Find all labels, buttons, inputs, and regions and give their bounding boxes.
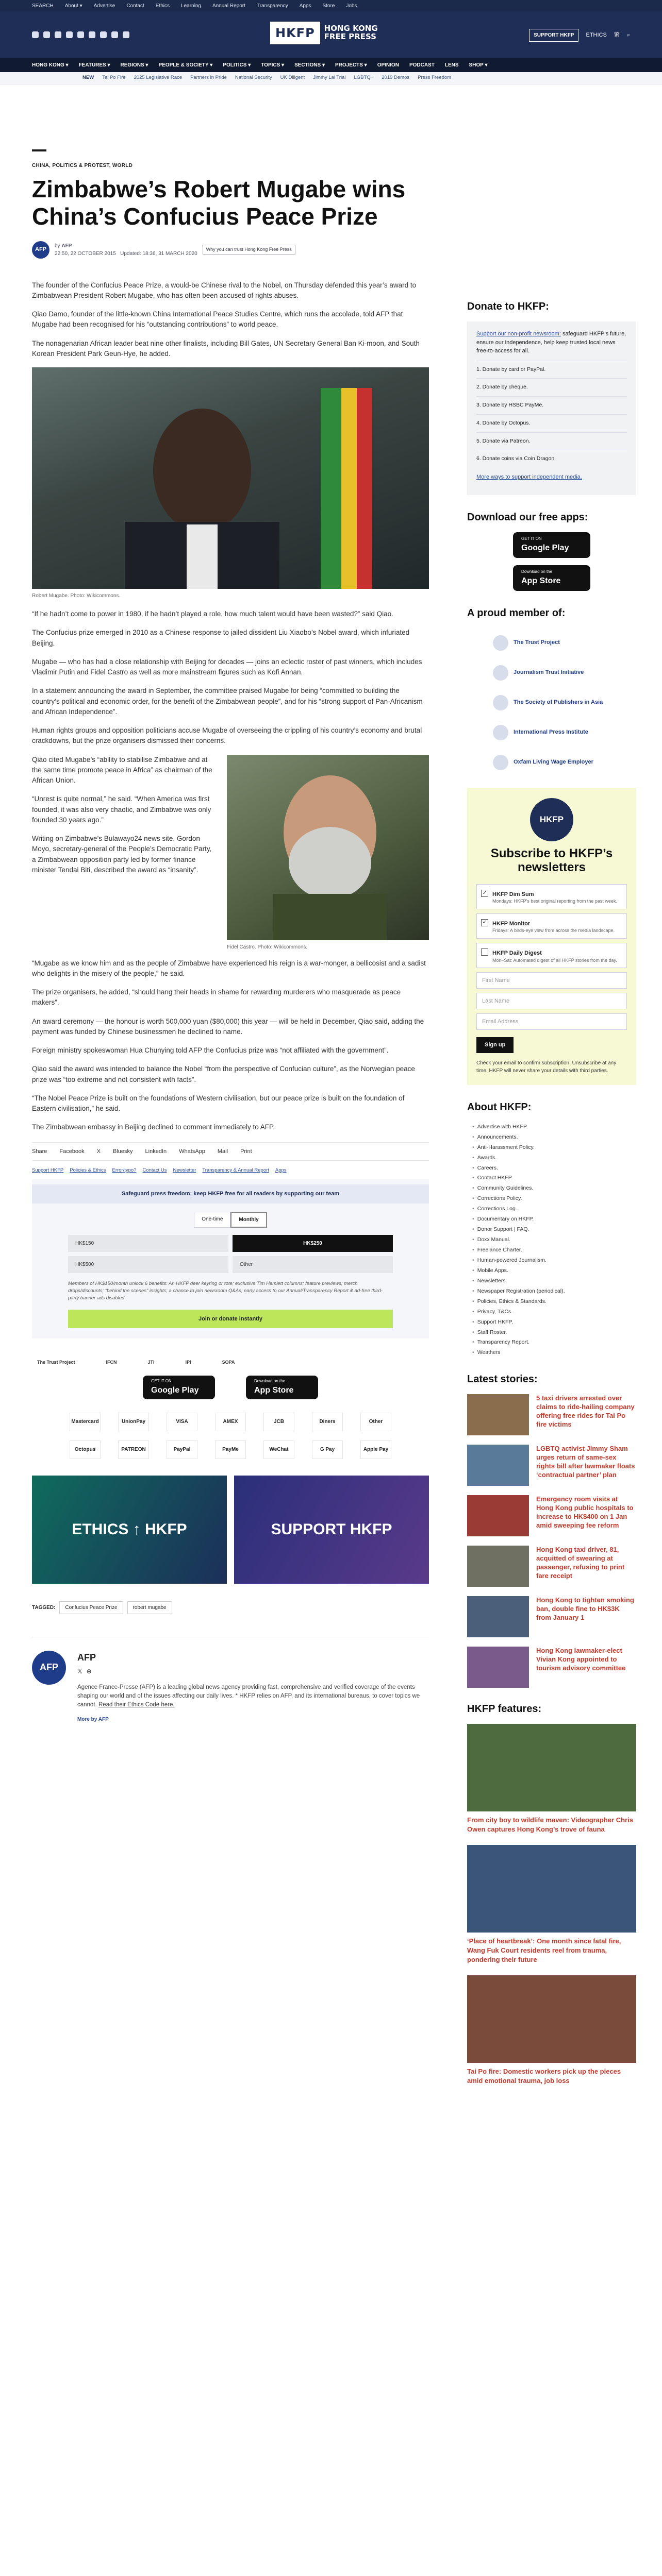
payment-method-logo: Diners [312, 1413, 343, 1431]
newsletter-box [467, 788, 636, 1085]
sidebar-app-badges [467, 532, 636, 591]
about-link[interactable]: • Mobile Apps. [472, 1266, 636, 1276]
newsletter-heading: Subscribe to HKFP’s newsletters [490, 846, 613, 875]
author-box-avatar[interactable]: AFP [32, 1651, 66, 1685]
trending-link[interactable]: National Security [235, 75, 272, 81]
paragraph: The nonagenarian African leader beat nine other finalists, including Bill Gates, UN Secretary General Ban Ki-moon, and South Korean President Park Geun-Hye, he added. [32, 339, 420, 358]
monthly-tab[interactable]: Monthly [230, 1212, 267, 1228]
payment-method-logo: PayPal [167, 1440, 197, 1459]
paragraph: Qiao Damo, founder of the little-known China International Peace Studies Centre, which runs the accolade, told AFP that Mugabe had been recognised for his “outstanding contributions” to world peace. [32, 310, 403, 329]
masthead [0, 11, 662, 58]
x-icon[interactable] [43, 31, 50, 38]
partner-logo[interactable]: SOPA [222, 1360, 235, 1365]
support-link[interactable]: Transparency & Annual Report [202, 1167, 269, 1174]
author-box-name[interactable]: AFP [77, 1652, 96, 1663]
trending-bar [0, 72, 662, 84]
payment-method-logo: Octopus [70, 1440, 101, 1459]
member-logo-label: The Society of Publishers in Asia [514, 699, 603, 706]
support-hkfp-button[interactable]: SUPPORT HKFP [529, 29, 578, 42]
feature-headline[interactable]: Tai Po fire: Domestic workers pick up the pieces amid emotional trauma, job loss [467, 2067, 621, 2084]
paragraph: “Mugabe as we know him and as the people of Zimbabwe have experienced his reign is a war-monger, a bellicosist and a sadist who delights in the misery of the people,” he said. [32, 959, 426, 977]
feature-stories [467, 1724, 636, 2085]
donate-heading: Donate to HKFP: [467, 301, 549, 312]
instagram-icon[interactable] [55, 31, 61, 38]
paragraph: Writing on Zimbabwe’s Bulawayo24 news site, Gordon Moyo, secretary-general of the People’s Democratic Party, a Zimbabwean opposition party led by former finance minister Tendai Biti, described the award as “insanity”. [32, 835, 212, 874]
tags-label: TAGGED: [32, 1604, 56, 1611]
about-link[interactable]: • Freelance Charter. [472, 1245, 636, 1256]
first-name-input[interactable]: First Name [476, 972, 627, 989]
member-logo-label: International Press Institute [514, 729, 588, 736]
trending-link[interactable]: Jimmy Lai Trial [313, 75, 346, 81]
latest-heading: Latest stories: [467, 1374, 538, 1385]
app-store-badge[interactable]: Download on the App Store [513, 565, 590, 591]
latest-story[interactable] [467, 1647, 636, 1688]
mugabe-photo-art [32, 367, 429, 589]
story-thumbnail[interactable] [467, 1394, 529, 1435]
story-headline[interactable]: LGBTQ activist Jimmy Sham urges return of same-sex rights bill after lawmaker floats ‘contractual partner’ plan [536, 1445, 635, 1479]
ethics-link[interactable]: Ethics [155, 3, 170, 9]
feature-thumbnail[interactable] [467, 1845, 636, 1933]
nav-item[interactable]: PROJECTS ▾ [335, 62, 367, 68]
author-avatar[interactable]: AFP [32, 241, 49, 259]
castro-photo-art [227, 755, 429, 940]
paragraph: Qiao said the award was intended to balance the Nobel “from the perspective of Confucian culture”, as the Norwegian peace prize was “too extreme and not consistent with facts”. [32, 1065, 415, 1083]
trending-link[interactable]: Partners in Pride [190, 75, 227, 81]
payment-method-logo: Apple Pay [360, 1440, 391, 1459]
trending-label: NEW [82, 75, 94, 81]
about-link[interactable]: • Awards. [472, 1153, 636, 1163]
support-link[interactable]: Policies & Ethics [70, 1167, 106, 1174]
about-link[interactable]: • Doxx Manual. [472, 1235, 636, 1245]
partner-logo[interactable]: IFCN [106, 1360, 117, 1365]
checkbox-checked-icon[interactable]: ✓ [481, 919, 488, 926]
google-play-badge[interactable]: GET IT ON Google Play [513, 532, 590, 558]
updated-date: Updated: 18:36, 31 MARCH 2020 [120, 250, 197, 257]
features-heading: HKFP features: [467, 1703, 542, 1715]
support-link[interactable]: Error/typo? [112, 1167, 137, 1174]
amount-option[interactable]: Other [233, 1256, 393, 1273]
share-button[interactable]: X [96, 1148, 101, 1155]
support-link[interactable]: Support HKFP [32, 1167, 64, 1174]
newsletter-option[interactable]: ✓ HKFP Monitor Fridays: A birds-eye view from across the media landscape. [476, 913, 627, 939]
site-logo[interactable] [270, 22, 378, 44]
promo-banners [32, 1476, 429, 1584]
nav-item[interactable]: OPINION [377, 62, 399, 68]
social-icons [32, 31, 129, 38]
ethics-code-link[interactable]: Read their Ethics Code here. [98, 1702, 175, 1708]
photo-caption: Robert Mugabe. Photo: Wikicommons. [32, 593, 121, 599]
nav-item[interactable]: TOPICS ▾ [261, 62, 285, 68]
newsletter-option[interactable]: HKFP Daily Digest Mon–Sat: Automated digest of all HKFP stories from the day. [476, 943, 627, 968]
email-input[interactable]: Email Address [476, 1013, 627, 1030]
nav-item[interactable]: SHOP ▾ [469, 62, 488, 68]
about-link[interactable]: • Privacy, T&Cs. [472, 1307, 636, 1317]
learning-link[interactable]: Learning [181, 3, 201, 9]
payment-method-logo: JCB [263, 1413, 294, 1431]
share-button[interactable]: Facebook [59, 1148, 85, 1155]
trending-link[interactable]: UK Diligent [280, 75, 305, 81]
nav-item[interactable]: LENS [444, 62, 459, 68]
member-logo-icon [493, 635, 508, 651]
member-benefits: Members of HK$150/month unlock 6 benefits: An HKFP deer keyring or tote; exclusive Tim Hamlett columns; feature previews; merch drops/discounts; “behind the scenes” insights; a chance to join newsroom Q&As; early access to our Annual/Transparency Report & ad-free third-party banner ads disabled. [68, 1280, 383, 1301]
about-link[interactable]: • Transparency Report. [472, 1337, 636, 1348]
payment-method-logo: PayMe [215, 1440, 246, 1459]
member-logo-label: The Trust Project [514, 639, 560, 646]
mugabe-photo[interactable] [32, 367, 429, 589]
store-link[interactable]: Store [322, 3, 335, 9]
donate-support-link[interactable]: Support our non-profit newsroom: [476, 331, 561, 337]
byline [32, 241, 429, 259]
trending-link[interactable]: Press Freedom [418, 75, 452, 81]
amount-options [68, 1235, 393, 1273]
more-by-author-link[interactable]: More by AFP [77, 1717, 109, 1723]
member-logo[interactable] [493, 628, 636, 658]
join-button[interactable]: Join or donate instantly [68, 1310, 393, 1329]
website-icon[interactable]: ⊕ [86, 1667, 92, 1675]
member-logo-icon [493, 665, 508, 681]
support-link[interactable]: Contact Us [142, 1167, 167, 1174]
paragraph: “The Nobel Peace Prize is built on the foundations of Western civilisation, but our peace prize is built on the foundation of Eastern civilisation,” he said. [32, 1094, 405, 1113]
article-body [32, 280, 429, 1133]
support-link[interactable]: Apps [275, 1167, 287, 1174]
amount-option-selected[interactable]: HK$250 [233, 1235, 393, 1252]
trending-link[interactable]: Tai Po Fire [102, 75, 126, 81]
trending-link[interactable]: 2019 Demos [382, 75, 410, 81]
member-logo[interactable] [493, 658, 636, 688]
payment-methods [32, 1413, 429, 1459]
support-link[interactable]: Newsletter [173, 1167, 196, 1174]
apps-link[interactable]: Apps [299, 3, 311, 9]
member-logo[interactable] [493, 748, 636, 777]
app-badges [32, 1376, 429, 1399]
frequency-toggle [32, 1212, 429, 1228]
published-date: 22:50, 22 OCTOBER 2015 [55, 250, 116, 257]
story-headline[interactable]: Emergency room visits at Hong Kong public hospitals to increase to HK$400 on 1 Jan amid sweeping fee reform [536, 1495, 634, 1529]
about-link[interactable]: • Weathers [472, 1348, 636, 1358]
story-headline[interactable]: Hong Kong taxi driver, 81, acquitted of swearing at passenger, refusing to print fare receipt [536, 1546, 625, 1580]
logo-mark: HKFP [270, 22, 320, 44]
partner-logo[interactable]: The Trust Project [37, 1360, 75, 1365]
apps-heading: Download our free apps: [467, 511, 588, 523]
donation-strip[interactable]: Safeguard press freedom; keep HKFP free for all readers by supporting our team [32, 1184, 429, 1204]
paragraph: In a statement announcing the award in September, the committee praised Mugabe for being “committed to building the country’s political and economic order, for the benefit of the Zimbabwean people”, and for his “strong support of Pan-Africanism and African Independence”. [32, 687, 423, 716]
article-title: Zimbabwe’s Robert Mugabe wins China’s Confucius Peace Prize [32, 176, 406, 230]
proud-member-heading: A proud member of: [467, 607, 566, 619]
about-link[interactable]: • Corrections Policy. [472, 1194, 636, 1204]
main-nav [0, 58, 662, 72]
about-link[interactable]: • Newsletters. [472, 1276, 636, 1286]
tag[interactable]: robert mugabe [127, 1601, 172, 1614]
member-logo[interactable] [493, 688, 636, 718]
member-logo-label: Journalism Trust Initiative [514, 669, 584, 676]
donate-card [467, 321, 636, 495]
nav-item[interactable]: SECTIONS ▾ [294, 62, 325, 68]
author-box [32, 1637, 429, 1724]
rss-icon[interactable] [123, 31, 129, 38]
article-categories[interactable]: CHINA, POLITICS & PROTEST, WORLD [32, 163, 133, 168]
search-icon[interactable]: ⌕ [626, 32, 630, 39]
about-link[interactable]: • Careers. [472, 1163, 636, 1174]
about-link[interactable]: • Anti-Harassment Policy. [472, 1143, 636, 1153]
paragraph: The Zimbabwean embassy in Beijing declined to comment immediately to AFP. [32, 1123, 275, 1131]
share-button[interactable]: Print [240, 1148, 252, 1155]
logo-text: HONG KONG FREE PRESS [324, 24, 378, 41]
jobs-link[interactable]: Jobs [346, 3, 357, 9]
latest-story[interactable] [467, 1546, 636, 1587]
story-thumbnail[interactable] [467, 1546, 529, 1587]
member-logo-label: Oxfam Living Wage Employer [514, 759, 593, 766]
about-link[interactable]: • Support HKFP. [472, 1317, 636, 1328]
about-link[interactable]: • Donor Support | FAQ. [472, 1225, 636, 1235]
one-time-tab[interactable]: One-time [194, 1212, 230, 1228]
nav-item[interactable]: REGIONS ▾ [120, 62, 148, 68]
donate-option[interactable]: 6. Donate coins via Coin Dragon. [476, 450, 627, 468]
donate-option[interactable]: 2. Donate by cheque. [476, 378, 627, 396]
payment-method-logo: WeChat [263, 1440, 294, 1459]
about-link[interactable]: • Announcements. [472, 1132, 636, 1143]
author-link[interactable]: AFP [61, 243, 72, 249]
signup-button[interactable]: Sign up [476, 1037, 514, 1053]
mugabe-figure [32, 367, 429, 600]
share-button[interactable]: Bluesky [113, 1148, 133, 1155]
about-list [467, 1122, 636, 1359]
partner-logo[interactable]: IPI [185, 1360, 191, 1365]
feature-thumbnail[interactable] [467, 1975, 636, 2063]
telegram-icon[interactable] [100, 31, 107, 38]
member-logo-icon [493, 695, 508, 710]
paragraph: The founder of the Confucius Peace Prize, a would-be Chinese rival to the Nobel, on Thursday defended this year’s award to Zimbabwean President Robert Mugabe, who has often been accused of rights abuses. [32, 281, 417, 299]
latest-story[interactable] [467, 1445, 636, 1486]
article-column [32, 149, 429, 1723]
mail-icon[interactable] [111, 31, 118, 38]
byline-by: by [55, 243, 60, 249]
amount-option[interactable]: HK$500 [68, 1256, 228, 1273]
member-logo-icon [493, 725, 508, 740]
section-rule [32, 149, 46, 151]
amount-option[interactable]: HK$150 [68, 1235, 228, 1252]
support-links [32, 1167, 429, 1174]
author-bio: Agence France-Presse (AFP) is a leading global news agency providing fast, comprehensive and verified coverage of the events shaping our world and of the issues affecting our daily lives. * HKFP relies on AFP, and its international bureaus, to cover topics we cannot. [77, 1684, 420, 1708]
checkbox-icon[interactable] [481, 948, 488, 956]
payment-method-logo: UnionPay [118, 1413, 149, 1431]
story-headline[interactable]: 5 taxi drivers arrested over claims to ride-hailing company offering free rides for Tai Po fire victims [536, 1394, 635, 1428]
tag-list [32, 1601, 429, 1614]
story-thumbnail[interactable] [467, 1445, 529, 1486]
about-heading: About HKFP: [467, 1101, 532, 1113]
annual-report-link[interactable]: Annual Report [212, 3, 245, 9]
sidebar [467, 299, 636, 2096]
last-name-input[interactable]: Last Name [476, 993, 627, 1009]
paragraph: The Confucius prize emerged in 2010 as a Chinese response to jailed dissident Liu Xiaobo’s Nobel award, which infuriated Beijing. [32, 629, 410, 647]
contact-link[interactable]: Contact [126, 3, 144, 9]
payment-method-logo: G Pay [312, 1440, 343, 1459]
nav-item[interactable]: HONG KONG ▾ [32, 62, 69, 68]
language-toggle[interactable]: 繁 [614, 32, 620, 39]
paragraph: “Unrest is quite normal,” he said. “When America was first founded, it was also very chaotic, and Zimbabwe was only founded 30 years ago.” [32, 795, 211, 824]
donate-option[interactable]: 3. Donate by HSBC PayMe. [476, 396, 627, 414]
story-headline[interactable]: Hong Kong lawmaker-elect Vivian Kong appointed to tourism advisory committee [536, 1647, 626, 1672]
payment-method-logo: AMEX [215, 1413, 246, 1431]
about-link[interactable]: • Human-powered Journalism. [472, 1256, 636, 1266]
about-link[interactable]: • Contact HKFP. [472, 1173, 636, 1183]
share-button[interactable]: WhatsApp [179, 1148, 205, 1155]
photo-caption: Fidel Castro. Photo: Wikicommons. [227, 944, 308, 950]
about-link[interactable]: • Policies, Ethics & Standards. [472, 1297, 636, 1307]
threads-icon[interactable] [66, 31, 73, 38]
paragraph: Foreign ministry spokeswoman Hua Chunying told AFP the Confucius prize was “not affiliated with the government”. [32, 1046, 389, 1055]
youtube-icon[interactable] [89, 31, 95, 38]
top-utility-bar [0, 0, 662, 11]
share-button[interactable]: Mail [217, 1148, 228, 1155]
latest-story[interactable] [467, 1596, 636, 1637]
latest-stories [467, 1394, 636, 1688]
transparency-link[interactable]: Transparency [256, 3, 288, 9]
payment-method-logo: VISA [167, 1413, 197, 1431]
newsletter-logo: HKFP [530, 798, 573, 841]
search-link[interactable]: SEARCH [32, 3, 54, 9]
partner-logo[interactable]: JTI [147, 1360, 155, 1365]
share-button[interactable]: LinkedIn [145, 1148, 167, 1155]
bluesky-icon[interactable] [77, 31, 84, 38]
latest-story[interactable] [467, 1495, 636, 1536]
share-bar [32, 1142, 429, 1161]
member-logos [467, 628, 636, 777]
about-link[interactable]: • Corrections Log. [472, 1204, 636, 1214]
paragraph: Qiao cited Mugabe’s “ability to stabilise Zimbabwe and at the same time promote peace in Africa” as chairman of the African Union. [32, 755, 212, 785]
feature-story[interactable] [467, 1975, 636, 2085]
more-ways-link[interactable]: More ways to support independent media. [476, 474, 582, 480]
feature-story[interactable] [467, 1724, 636, 1834]
nav-item[interactable]: FEATURES ▾ [78, 62, 110, 68]
partner-logos [32, 1359, 429, 1366]
donate-option[interactable]: 4. Donate by Octopus. [476, 414, 627, 432]
trust-button[interactable]: Why you can trust Hong Kong Free Press [203, 245, 295, 255]
payment-method-logo: Other [360, 1413, 391, 1431]
payment-method-logo: PATREON [118, 1440, 149, 1459]
nav-item[interactable]: POLITICS ▾ [223, 62, 251, 68]
donate-option[interactable]: 1. Donate by card or PayPal. [476, 361, 627, 379]
castro-figure [227, 755, 429, 951]
about-link[interactable]: • Documentary on HKFP. [472, 1214, 636, 1225]
x-icon[interactable]: 𝕏 [77, 1667, 82, 1675]
paragraph: “If he hadn’t come to power in 1980, if he hadn’t played a role, how much talent would have been wasted?” said Qiao. [32, 610, 393, 618]
member-logo[interactable] [493, 718, 636, 748]
google-play-badge[interactable]: GET IT ON Google Play [143, 1376, 215, 1399]
trending-link[interactable]: 2025 Legislative Race [134, 75, 183, 81]
paragraph: An award ceremony — the honour is worth 500,000 yuan ($80,000) this year — will be held in December, Qiao said, adding the payment was funded by Chinese businessmen he declined to name. [32, 1017, 424, 1036]
facebook-icon[interactable] [32, 31, 39, 38]
checkbox-checked-icon[interactable]: ✓ [481, 890, 488, 897]
donate-text: safeguard HKFP’s future, ensure our independence, help keep trusted local news free-to-access for all. [476, 331, 626, 354]
story-thumbnail[interactable] [467, 1596, 529, 1637]
paragraph: The prize organisers, he added, “should hang their heads in shame for rewarding murderers who masquerade as peace makers”. [32, 988, 401, 1007]
ethics-banner[interactable]: ETHICS ↑ HKFP [32, 1476, 227, 1584]
nav-item[interactable]: PODCAST [409, 62, 435, 68]
donation-box [32, 1179, 429, 1338]
story-thumbnail[interactable] [467, 1647, 529, 1688]
payment-method-logo: Mastercard [70, 1413, 101, 1431]
advertise-link[interactable]: Advertise [93, 3, 115, 9]
about-link[interactable]: • Newspaper Registration (periodical). [472, 1286, 636, 1297]
about-link[interactable]: • Community Guidelines. [472, 1183, 636, 1194]
tag[interactable]: Confucius Peace Prize [59, 1601, 123, 1614]
newsletter-fine-print: Check your email to confirm subscription. Unsubscribe at any time. HKFP will never share your details with third parties. [476, 1060, 617, 1074]
trending-link[interactable]: LGBTQ+ [354, 75, 374, 81]
feature-thumbnail[interactable] [467, 1724, 636, 1811]
castro-photo[interactable] [227, 755, 429, 940]
support-banner[interactable]: SUPPORT HKFP [234, 1476, 429, 1584]
member-logo-icon [493, 755, 508, 770]
story-thumbnail[interactable] [467, 1495, 529, 1536]
share-label: Share [32, 1148, 47, 1155]
app-store-badge[interactable]: Download on the App Store [246, 1376, 318, 1399]
ethics-header-link[interactable]: ETHICS [586, 32, 607, 39]
about-link[interactable]: • Advertise with HKFP. [472, 1122, 636, 1132]
feature-headline[interactable]: ‘Place of heartbreak’: One month since fatal fire, Wang Fuk Court residents reel from trauma, pondering their future [467, 1937, 621, 1963]
feature-headline[interactable]: From city boy to wildlife maven: Videographer Chris Owen captures Hong Kong’s trove of fauna [467, 1816, 633, 1833]
paragraph: Human rights groups and opposition politicians accuse Mugabe of overseeing the crippling of his country’s economy and brutal crackdowns, but the prize organisers dismissed their concerns. [32, 726, 422, 745]
paragraph: Mugabe — who has had a close relationship with Beijing for decades — joins an eclectic roster of past winners, which includes Vladimir Putin and Fidel Castro as well as more mainstream figures such as Kofi Annan. [32, 657, 422, 676]
newsletter-option[interactable]: ✓ HKFP Dim Sum Mondays: HKFP’s best original reporting from the past week. [476, 884, 627, 909]
donate-option[interactable]: 5. Donate via Patreon. [476, 432, 627, 450]
latest-story[interactable] [467, 1394, 636, 1435]
feature-story[interactable] [467, 1845, 636, 1964]
about-link[interactable]: • Staff Roster. [472, 1328, 636, 1338]
nav-item[interactable]: PEOPLE & SOCIETY ▾ [158, 62, 213, 68]
story-headline[interactable]: Hong Kong to tighten smoking ban, double fine to HK$3K from January 1 [536, 1596, 634, 1622]
about-link[interactable]: About ▾ [64, 3, 82, 9]
